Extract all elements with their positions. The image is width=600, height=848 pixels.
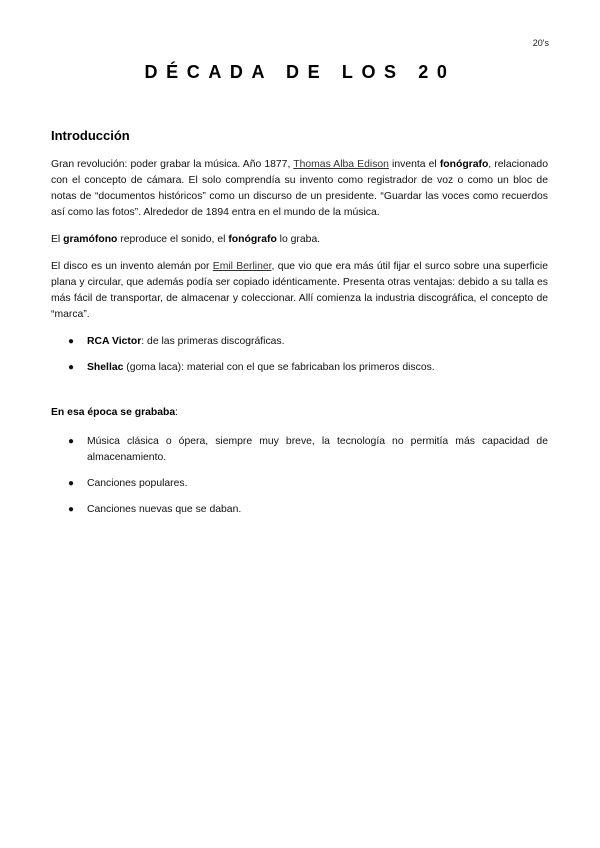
page-tag: 20's — [532, 38, 549, 48]
text-run: Música clásica o ópera, siempre muy breve, la tecnología no permitía más capacidad de almacenamiento. — [87, 436, 548, 463]
bullet-list-industry — [51, 334, 548, 376]
bold-term: En esa época se grababa — [51, 407, 176, 418]
bold-term: gramófono — [63, 234, 118, 245]
bold-term: RCA Victor — [87, 336, 142, 347]
text-run: inventa el — [388, 159, 440, 170]
bullet-icon: ● — [68, 478, 75, 489]
text-run: El disco es un invento alemán por — [51, 261, 213, 272]
text-run: : — [175, 407, 179, 418]
bold-term: Shellac — [87, 362, 124, 373]
bullet-list-recordings — [51, 434, 548, 518]
paragraph-gramophone — [51, 232, 548, 248]
list-item — [51, 434, 548, 466]
link-thomas-alba-edison[interactable]: Thomas Alba Edison — [293, 159, 389, 170]
list-item — [51, 476, 548, 492]
text-run: : de las primeras discográficas. — [141, 336, 285, 347]
link-emil-berliner[interactable]: Emil Berliner — [212, 261, 272, 272]
bullet-icon: ● — [68, 504, 75, 515]
text-run: reproduce el sonido, el — [117, 234, 229, 245]
text-run: , relacionado con el concepto de cámara. El solo comprendía su invento como registrador de voz o como un bloc de notas de “documentos históricos” como un discurso de un presidente. “Guardar las voces como recuerdos así como las fotos”. Alrededor de 1894 entra en el mundo de la música. — [51, 159, 548, 218]
bold-term: fonógrafo — [439, 159, 489, 170]
bullet-icon: ● — [68, 362, 75, 373]
sub-heading — [51, 405, 548, 421]
list-item — [51, 334, 548, 350]
text-run: El — [51, 234, 64, 245]
text-run: Canciones nuevas que se daban. — [87, 504, 242, 515]
list-item — [51, 502, 548, 518]
text-run: lo graba. — [276, 234, 321, 245]
paragraph-intro — [51, 157, 548, 221]
list-item — [51, 360, 548, 376]
bullet-icon: ● — [68, 436, 75, 447]
text-run: Canciones populares. — [87, 478, 188, 489]
section-heading: Introducción — [51, 128, 130, 143]
bold-term: fonógrafo — [228, 234, 277, 245]
page-title: DÉCADA DE LOS 20 — [144, 62, 456, 82]
text-run: , que vio que era más útil fijar el surco sobre una superficie plana y circular, que además podía ser copiado idénticamente. Presenta otras ventajas: debido a su talla es más fácil de transportar, de almacenar y coleccionar. Allí comienza la industria discográfica, el concepto de “marca”. — [51, 261, 549, 320]
document-body — [51, 128, 548, 528]
bullet-icon: ● — [68, 336, 75, 347]
text-run: (goma laca): material con el que se fabricaban los primeros discos. — [123, 362, 435, 373]
text-run: Gran revolución: poder grabar la música. Año 1877, — [51, 159, 294, 170]
paragraph-disc — [51, 259, 548, 323]
